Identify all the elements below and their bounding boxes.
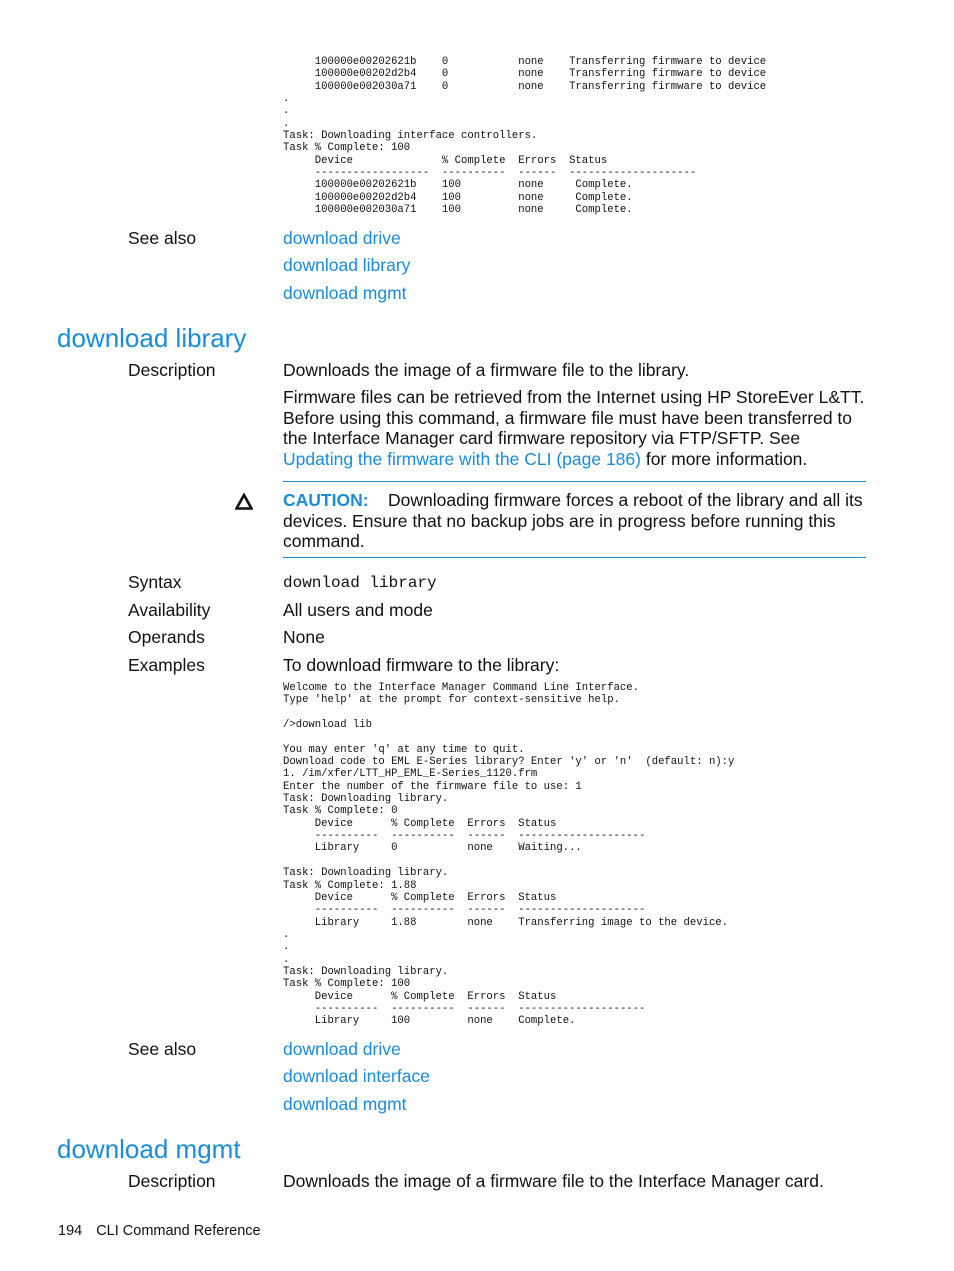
description-text: Downloads the image of a firmware file to the Interface Manager card. (283, 1171, 824, 1191)
syntax-label: Syntax (128, 572, 182, 592)
see-also-label: See also (128, 228, 197, 248)
link-updating-firmware[interactable]: Updating the firmware with the CLI (page 186) (283, 448, 641, 469)
syntax-value: download library (283, 574, 437, 592)
warning-triangle-icon (235, 493, 253, 511)
description-label: Description (128, 360, 216, 380)
examples-label: Examples (128, 655, 205, 675)
operands-value: None (283, 627, 325, 647)
caution-label: CAUTION: (283, 490, 369, 510)
description-paragraph-tail: for more information. (640, 448, 808, 469)
section-title-download-library: download library (57, 323, 247, 353)
code-block-interface-controllers: 100000e00202621b 0 none Transferring firmware to device 100000e00202d2b4 0 none Transferring firmware to device 100000e002030a71 0 none Transferring firmware to device . . . Task: Downloading interface controllers. Task % Complete: 100 Device % Complete Errors Status ------------------ ---------- ------ -------------------- 100000e00202621b 100 none Complete. 100000e00202d2b4 100 none Complete. 100000e002030a71 100 none Complete. (283, 56, 767, 217)
link-download-mgmt[interactable]: download mgmt (283, 283, 407, 303)
operands-label: Operands (128, 627, 205, 647)
availability-label: Availability (128, 600, 211, 620)
caution-text (283, 490, 866, 552)
link-download-library[interactable]: download library (283, 255, 411, 275)
link-download-drive[interactable]: download drive (283, 228, 401, 248)
description-paragraph (283, 387, 873, 469)
description-paragraph-text: Firmware files can be retrieved from the Internet using HP StoreEver L&TT. Before using this command, a firmware file must have been transferred to the Interface Manager card firmware repository via FTP/SFTP. See (283, 387, 865, 449)
link-download-mgmt[interactable]: download mgmt (283, 1094, 407, 1114)
section-title-download-mgmt: download mgmt (57, 1134, 241, 1164)
availability-value: All users and mode (283, 600, 433, 620)
caution-message: Downloading firmware forces a reboot of the library and all its devices. Ensure that no backup jobs are in progress before running this command. (283, 490, 863, 552)
description-label: Description (128, 1171, 216, 1191)
see-also-label: See also (128, 1039, 197, 1059)
code-block-download-library-example: Welcome to the Interface Manager Command Line Interface. Type 'help' at the prompt for context-sensitive help. />download lib You may enter 'q' at any time to quit. Download code to EML E-Series library? Enter 'y' or 'n' (default: n):y 1. /im/xfer/LTT_HP_EML_E-Series_1120.frm Enter the number of the firmware file to use: 1 Task: Downloading library. Task % Complete: 0 Device % Complete Errors Status ---------- ---------- ------ -------------------- Library 0 none Waiting... Task: Downloading library. Task % Complete: 1.88 Device % Complete Errors Status ---------- ---------- ------ -------------------- Library 1.88 none Transferring image to the device. . . . Task: Downloading library. Task % Complete: 100 Device % Complete Errors Status ---------- ---------- ------ -------------------- Library 100 none Complete. (283, 682, 735, 1028)
footer-section-title: CLI Command Reference (96, 1223, 261, 1239)
page-footer (58, 1222, 261, 1240)
description-text: Downloads the image of a firmware file to the library. (283, 360, 690, 380)
caution-bottom-rule (283, 557, 866, 558)
link-download-drive[interactable]: download drive (283, 1039, 401, 1059)
link-download-interface[interactable]: download interface (283, 1066, 430, 1086)
caution-top-rule (283, 481, 866, 482)
examples-intro: To download firmware to the library: (283, 655, 560, 675)
page-number: 194 (58, 1223, 83, 1239)
